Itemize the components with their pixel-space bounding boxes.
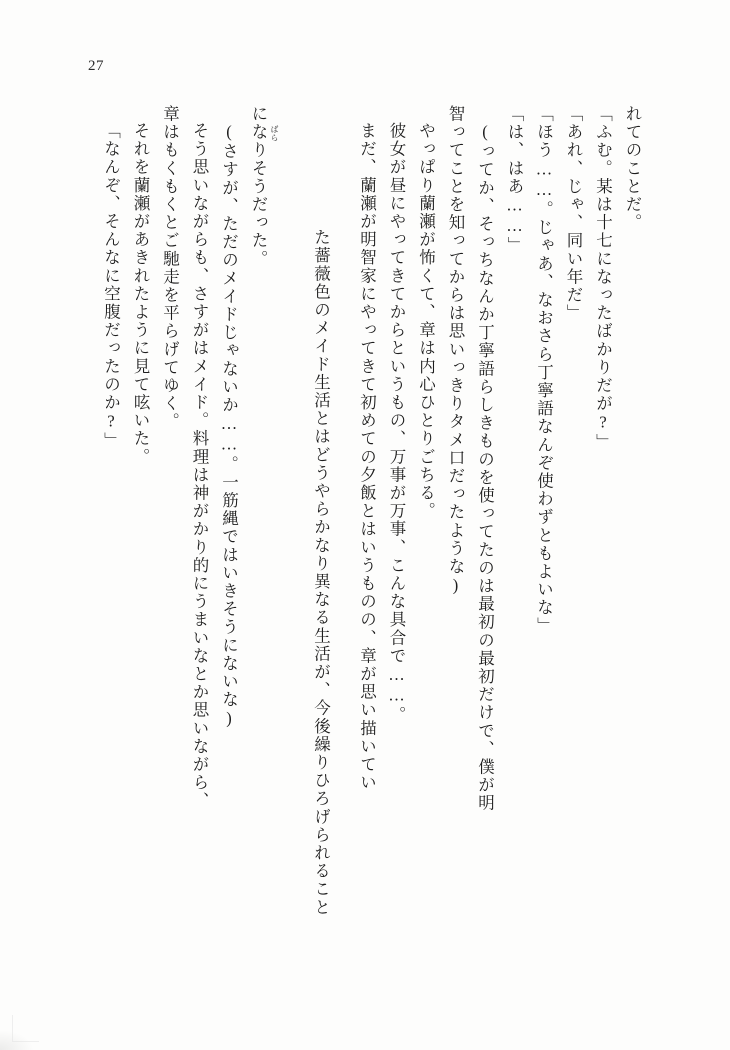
page-edge-mark [12, 1015, 39, 1042]
text-column: 「ふむ。某は十七になったばかりだが?」 [593, 105, 613, 452]
text-column: 「なんぞ、そんなに空腹だったのか?」 [101, 122, 121, 451]
text-column: 彼女が昼にやってきてからというもの、万事が万事、こんな具合で……。 [387, 122, 406, 725]
text-column-with-ruby [270, 105, 345, 935]
ruby-annotation: ばら [270, 125, 279, 142]
text-column: 「ほう……。じゃあ、なおさら丁寧語なんぞ使わずともよいな」 [534, 105, 554, 635]
text-column: そう思いながらも、さすがはメイド。料理は神がかり的にうまいなとか思いながら、 [190, 122, 209, 810]
text-column: それを蘭瀬があきれたように見て呟いた。 [131, 122, 150, 466]
text-column: 章はもくもくとご馳走を平らげてゆく。 [160, 105, 180, 431]
text-column: 「あれ、じゃ、同い年だ」 [564, 105, 583, 323]
text-column: (ってか、そっちなんか丁寧語らしきものを使ってたのは最初の最初だけで、僕が明 [475, 122, 495, 813]
page-number: 27 [88, 58, 104, 74]
text-column: 智ってことを知ってからは思いっきりタメ口だったような) [446, 105, 465, 597]
text-column: になりそうだった。 [249, 105, 268, 268]
text-column: まだ、蘭瀬が明智家にやってきて初めての夕飯とはいうものの、章が思い描いてい [357, 122, 377, 792]
text-column: れてのことだ。 [623, 105, 642, 232]
text-column: やっぱり蘭瀬が怖くて、章は内心ひとりごちる。 [416, 122, 436, 521]
text-column: 「は、はあ……」 [505, 105, 524, 255]
vertical-text-body [89, 105, 640, 935]
text-column-text: た薔薇色のメイド生活とはどうやらかなり異なる生活が、今後繰りひろげられること [311, 228, 331, 917]
text-column: (さすが、ただのメイドじゃないか……。一筋縄ではいきそうにないな) [219, 122, 239, 730]
